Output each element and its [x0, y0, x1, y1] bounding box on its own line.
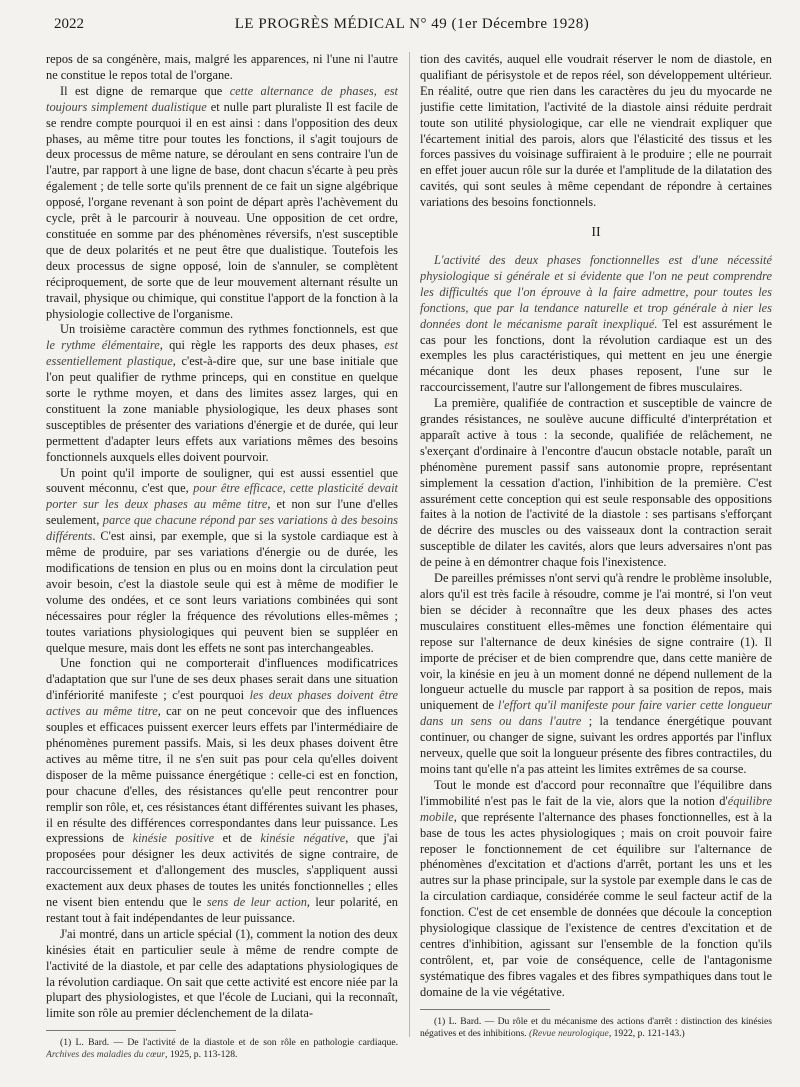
- paragraph: Un troisième caractère commun des rythmes fonctionnels, est que le rythme élémentaire, qui règle les rapports des deux phases, est essentiellement plastique, c'est-à-dire que, sur une base initiale que l'on peut qualifier de rythme princeps, qui en constitue en quelque sorte le rythme moyen, et dans des limites assez larges, qui en constituent la zone maniable physiologique, les deux phases sont susceptibles de présenter des variations d'énergie et de durée, qui leur permettent d'adapter leurs effets aux variations mêmes des besoins fonctionnels auxquels elles doivent pourvoir.: [46, 322, 398, 464]
- section-heading: II: [591, 225, 601, 241]
- page-header: [54, 14, 770, 38]
- column-divider: [409, 52, 410, 1037]
- footnote: (1) L. Bard. — De l'activité de la diastole et de son rôle en pathologie cardiaque. Archives des maladies du cœur, 1925, p. 113-128.: [46, 1037, 398, 1061]
- running-title: LE PROGRÈS MÉDICAL N° 49 (1er Décembre 1928): [234, 16, 590, 32]
- paragraph: repos de sa congénère, mais, malgré les apparences, ni l'une ni l'autre ne constitue le repos total de l'organe.: [46, 52, 398, 82]
- left-column: [46, 52, 398, 1082]
- right-column: [420, 52, 772, 1082]
- paragraph: L'activité des deux phases fonctionnelles est d'une nécessité physiologique si générale et si évidente que l'on ne peut comprendre les difficultés que l'on éprouve à la faire admettre, pour toutes les fonctions, que par la tendance naturelle et trop générale à nier les données dont le mécanisme paraît inexpliqué. Tel est assurément le cas pour les fonctions, dont la révolution cardiaque est un des exemples les plus caractéristiques, qui mettent en jeu une énergie mécanique dont les deux phases reposent, l'une sur le raccourcissement, l'autre sur l'allongement de fibres musculaires.: [420, 252, 772, 395]
- footnote: (1) L. Bard. — Du rôle et du mécanisme des actions d'arrêt : distinction des kinésies négatives et des inhibitions. (Revue neurologique, 1922, p. 121-143.): [420, 1015, 772, 1039]
- paragraph: Un point qu'il importe de souligner, qui est aussi essentiel que souvent méconnu, c'est que, pour être efficace, cette plasticité devait porter sur les deux phases au même titre, et non sur l'une d'elles seulement, parce que chacune répond par ses variations à des besoins différents. C'est ainsi, par exemple, que si la systole cardiaque est à même de produire, par ses variations d'énergie ou de durée, les modifications de tension en plus ou en moins dont la circulation peut avoir besoin, c'est la diastole seule qui est à même de modifier le volume des ondées, et ce sont leurs variations combinées qui sont nécessaires pour régler la fréquence des révolutions elles-mêmes ; toutes variations physiologiques qui peuvent bien se suppléer en quelque mesure, mais dont les effets ne sont pas interchangeables.: [46, 465, 398, 655]
- paragraph: Tout le monde est d'accord pour reconnaître que l'équilibre dans l'immobilité n'est pas le fait de la vie, alors que la notion d'équilibre mobile, que représente l'alternance des phases fonctionnelles, est à la base de tous les actes physiologiques ; mais on croit pouvoir faire reposer le fonctionnement de cet équilibre sur l'alternance de phénomènes d'excitation et d'actions d'arrêt, portant les uns et les autres sur la phase principale, sur la systole par exemple dans le cas de la circulation cardiaque, considérée comme le seul facteur actif de la fonction. C'est de cet ensemble de données que découle la conception physiologique classique de l'existence de centres d'excitation et de centres d'inhibition, agissant sur l'ensemble de la fonction qu'ils contrôlent, et, par voie de conséquence, celle de l'antagonisme systématique des fibres vagales et des fibres sympathiques dans tout le domaine de la vie végétative.: [420, 777, 772, 999]
- footnote-rule: [46, 1030, 176, 1031]
- paragraph: Une fonction qui ne comporterait d'influences modificatrices d'adaptation que sur l'une de ses deux phases serait dans une situation d'infériorité manifeste ; c'est pourquoi les deux phases doivent être actives au même titre, car on ne peut concevoir que des influences souples et efficaces puissent exercer leurs effets par l'intermédiaire de phénomènes purement passifs. Mais, si les deux phases doivent être actives au même titre, il ne s'en suit pas pour cela qu'elles doivent disposer de la même puissance énergétique : celle-ci est en fonction, pour chacune d'elles, des résistances qu'elle peut rencontrer pour remplir son rôle, et, ces résistances étant différentes suivant les phases, il en résulte des différences correspondantes dans leur puissance. Les expressions de kinésie positive et de kinésie négative, que j'ai proposées pour désigner les deux activités de signe contraire, de raccourcissement et d'allongement des muscles, s'appliquent aussi exactement aux deux phases de toutes les unités fonctionnelles ; elles ne visent bien entendu que le sens de leur action, leur polarité, en restant tout à fait indépendantes de leur puissance.: [46, 656, 398, 925]
- paragraph: Il est digne de remarque que cette alternance de phases, est toujours simplement dualistique et nulle part pluraliste Il est facile de se rendre compte pourquoi il en est ainsi : dans l'opposition des deux phases, au même titre pour toutes les fonctions, il s'agit toujours de deux processus de même nature, se déroulant en sens contraire l'un de l'autre, par rapport à une ligne de base, dont chacun s'écarte à peu près également ; de telle sorte qu'ils prennent de ce fait un signe algébrique opposé, l'organe revenant à son point de départ après l'achèvement du cycle, prêt à le parcourir à nouveau. Une opposition de cet ordre, constituée en somme par des phénomènes réversifs, n'est susceptible que de deux polarités et ne peut être que dualistique. Toutefois les deux processus de signe opposé, loin de s'annuler, se complètent réciproquement, de sorte que de leur mouvement alternant résulte un travail, physique ou chimique, qui constitue l'apport de la fonction à la physiologie collective de l'organisme.: [46, 83, 398, 321]
- footnote-rule: [420, 1009, 550, 1010]
- paragraph: J'ai montré, dans un article spécial (1), comment la notion des deux kinésies était en particulier seule à même de rendre compte de l'activité de la diastole, et par celle des adaptations physiologiques de la révolution cardiaque. On sait que cette activité est encore niée par la plupart des physiologistes, et que l'école de Luciani, qui la reconnaît, limite son rôle au premier déclenchement de la dilata-: [46, 926, 398, 1021]
- paragraph: De pareilles prémisses n'ont servi qu'à rendre le problème insoluble, alors qu'il est très facile à résoudre, comme je l'ai montré, si l'on veut bien se décider à reconnaître que les deux phases des actes musculaires constituent elles-mêmes une fonction élémentaire qui repose sur l'alternance de deux kinésies de signe contraire (1). Il importe de préciser et de bien comprendre que, dans cette manière de voir, la kinésie en jeu à un moment donné ne dépend nullement de la longueur actuelle du muscle par rapport à sa position de repos, mais uniquement de l'effort qu'il manifeste pour faire varier cette longueur dans un sens ou dans l'autre ; la tendance énergétique pouvant continuer, ou changer de signe, suivant les ordres apportés par l'influx nerveux, quelle que soit la longueur présente des fibres contractiles, du moins tant qu'elle n'a pas atteint les limites extrêmes de sa course.: [420, 571, 772, 776]
- page-number: 2022: [54, 16, 84, 32]
- paragraph: tion des cavités, auquel elle voudrait réserver le nom de diastole, en qualifiant de périsystole et de repos réel, son développement ultérieur. En réalité, outre que rien dans les caractères du jeu du myocarde ne justifie cette limitation, l'activité de la diastole ainsi réduite perdrait toute son utilité physiologique, car elle ne viendrait expliquer que l'écartement initial des parois, alors que l'élasticité des tissus et les forces passives du voisinage suffiraient à le produire ; elle ne pourrait en effet jouer aucun rôle sur la durée et l'amplitude de la dilatation des cavités, qui sont seules à même cependant de répondre à certaines variations des besoins fonctionnels.: [420, 52, 772, 210]
- paragraph: La première, qualifiée de contraction et susceptible de vaincre de grandes résistances, ne soulève aucune difficulté d'interprétation et apparaît active à tous : la seconde, qualifiée de relâchement, ne s'exerçant d'ordinaire à l'encontre d'aucun obstacle notable, paraît un phénomène purement passif sans autonomie propre, représentant simplement la cessation d'action, l'inhibition de la première. C'est assurément cette conception qui est seule responsable des oppositions faites à la notion de l'activité de la diastole : ses partisans s'efforçant de décrire des muscles ou des vaisseaux dont la contraction serait susceptible de dilater les cavités, alors que leurs adversaires n'ont pas de peine à en démontrer chaque fois l'inexistence.: [420, 396, 772, 570]
